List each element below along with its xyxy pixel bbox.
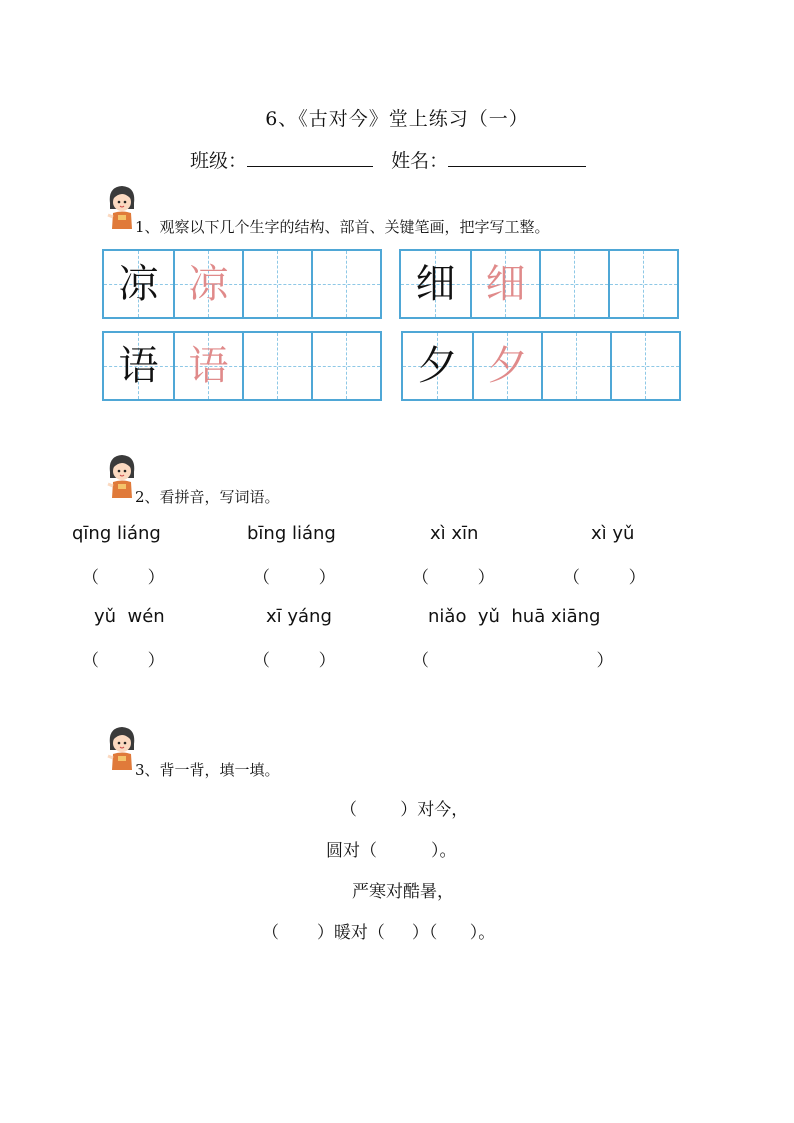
write-cell[interactable] <box>541 333 610 399</box>
model-char: 语 <box>118 343 159 389</box>
class-label: 班级： <box>190 150 248 172</box>
pinyin: xì xīn <box>430 523 479 544</box>
trace-char: 夕 <box>487 343 528 389</box>
tianzige-grid-4 <box>401 331 681 401</box>
write-cell[interactable] <box>311 251 380 317</box>
model-char: 凉 <box>118 261 159 307</box>
class-blank[interactable] <box>247 148 373 167</box>
write-cell[interactable] <box>539 251 608 317</box>
answer-parentheses[interactable]: （ ） <box>82 568 165 588</box>
question-1-text: 1、观察以下几个生字的结构、部首、关键笔画，把字写工整。 <box>135 218 550 236</box>
answer-parentheses[interactable]: （ ） <box>412 568 495 588</box>
answer-parentheses[interactable]: （ ） <box>253 568 336 588</box>
write-cell[interactable] <box>242 333 311 399</box>
model-cell <box>401 251 470 317</box>
write-cell[interactable] <box>311 333 380 399</box>
trace-cell <box>173 333 242 399</box>
trace-char: 凉 <box>188 261 229 307</box>
trace-cell <box>173 251 242 317</box>
page-title: 6、《古对今》堂上练习（一） <box>265 108 529 130</box>
trace-cell <box>472 333 541 399</box>
model-cell <box>104 333 173 399</box>
pinyin: bīng liáng <box>247 523 336 544</box>
tianzige-grid-1 <box>102 249 382 319</box>
pinyin: xì yǔ <box>591 523 635 544</box>
model-char: 夕 <box>417 343 458 389</box>
write-cell[interactable] <box>242 251 311 317</box>
answer-parentheses[interactable]: （ ） <box>82 651 165 671</box>
model-char: 细 <box>415 261 456 307</box>
poem-line[interactable]: 圆对（ ）。 <box>326 841 457 861</box>
question-2-text: 2、看拼音，写词语。 <box>135 488 280 506</box>
poem-line: 严寒对酷暑， <box>352 882 454 902</box>
model-cell <box>104 251 173 317</box>
poem-line[interactable]: （ ）对今， <box>340 800 469 820</box>
name-blank[interactable] <box>448 148 586 167</box>
pinyin: niǎo yǔ huā xiāng <box>428 606 601 627</box>
trace-cell <box>470 251 539 317</box>
question-3-text: 3、背一背，填一填。 <box>135 761 280 779</box>
write-cell[interactable] <box>610 333 679 399</box>
trace-char: 语 <box>188 343 229 389</box>
answer-parentheses-wide[interactable]: （ ） <box>412 651 614 671</box>
name-label: 姓名： <box>391 150 449 172</box>
tianzige-grid-3 <box>102 331 382 401</box>
tianzige-grid-2 <box>399 249 679 319</box>
pinyin: yǔ wén <box>94 606 165 627</box>
write-cell[interactable] <box>608 251 677 317</box>
pinyin: qīng liáng <box>72 523 161 544</box>
trace-char: 细 <box>485 261 526 307</box>
answer-parentheses[interactable]: （ ） <box>253 651 336 671</box>
model-cell <box>403 333 472 399</box>
pinyin: xī yáng <box>266 606 332 627</box>
poem-line[interactable]: （ ）暖对（ ）（ ）。 <box>262 923 496 943</box>
class-name-line <box>190 146 586 173</box>
answer-parentheses[interactable]: （ ） <box>563 568 646 588</box>
